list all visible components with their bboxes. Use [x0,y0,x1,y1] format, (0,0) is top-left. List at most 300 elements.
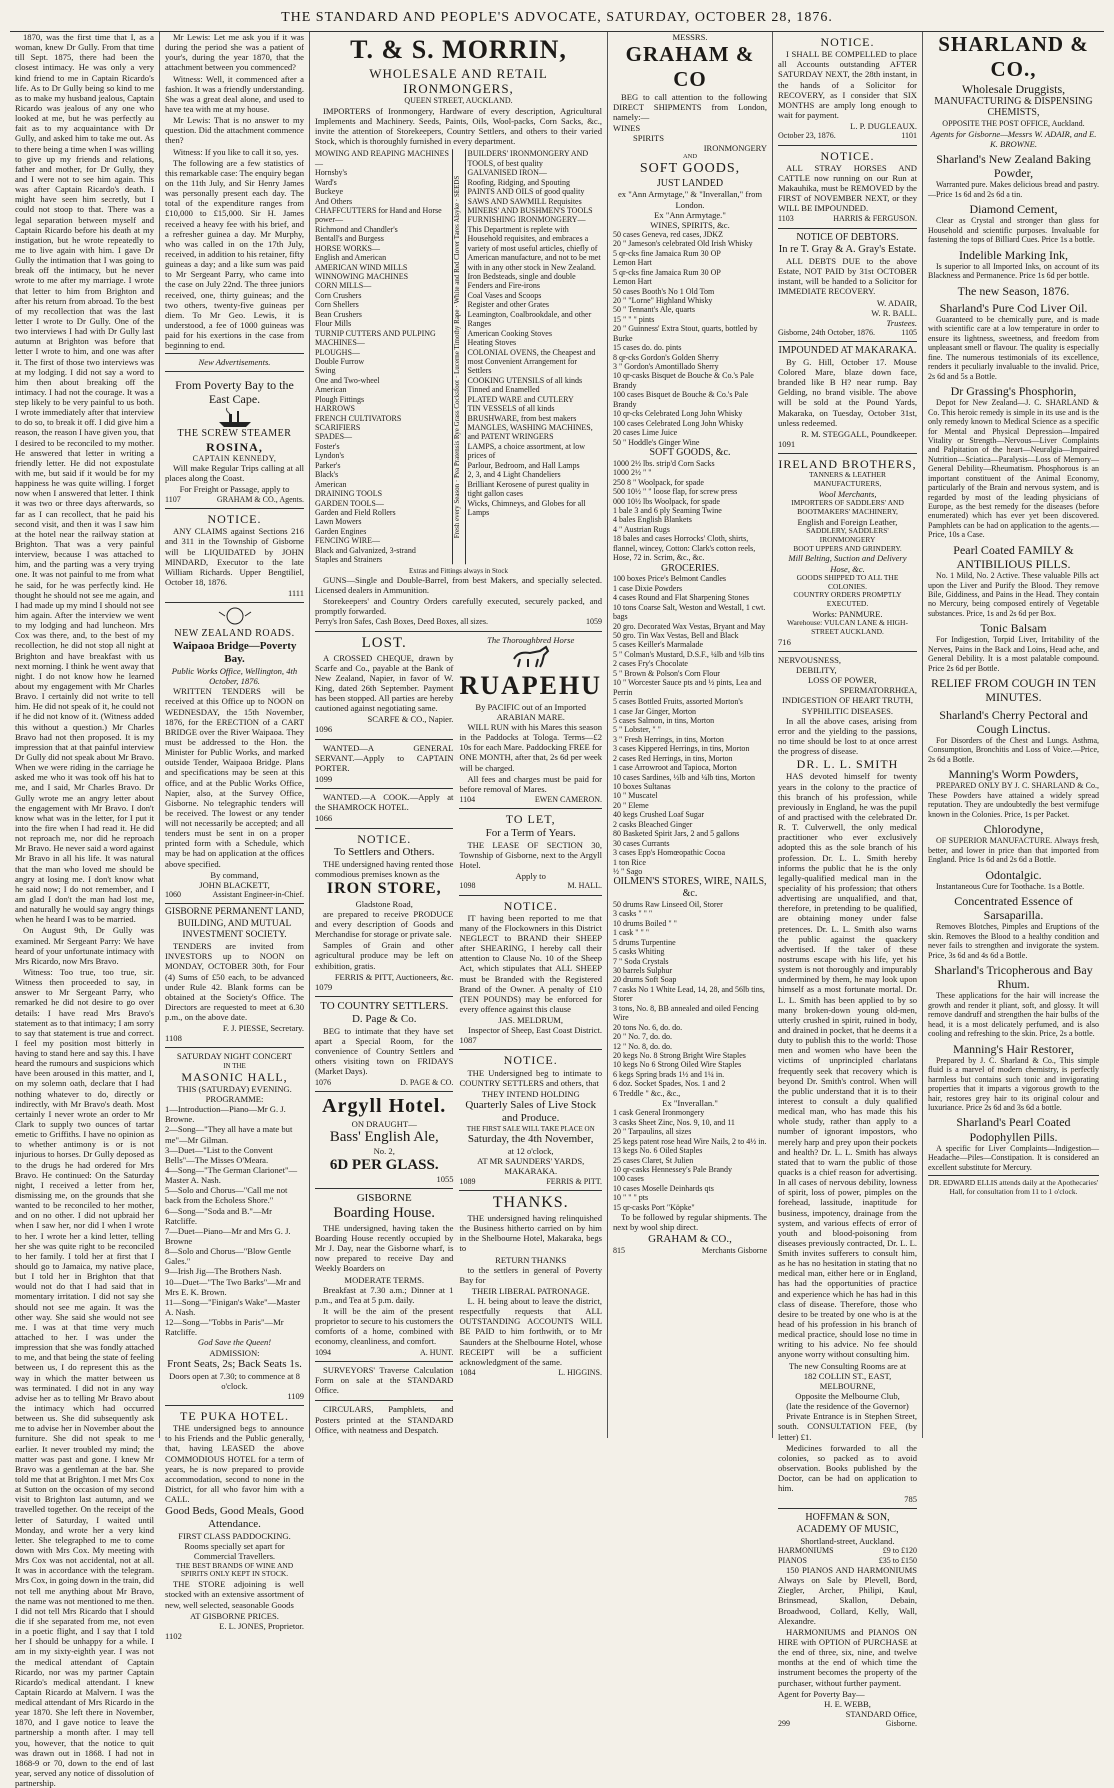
list-item: 3 cases Kippered Herrings, in tins, Morton [613,744,750,754]
list-item: SAWS AND SAWMILL Requisites [467,196,582,206]
list-item: Swing [315,366,336,376]
ad-body: Medicines forwarded to all the colonies, so packed as to avoid observation. Books published by the Doctor, can be had on application to him. [778,1442,917,1494]
ad-subheading: SOFT GOODS, &c. [649,446,731,458]
oilmen-list [613,900,767,1098]
ad-line: MANUFACTURING & DISPENSING CHEMISTS, [934,95,1093,119]
list-item: Ward's [315,177,337,187]
masthead: THE STANDARD AND PEOPLE'S ADVOCATE, SATURDAY, OCTOBER 28, 1876. [10,8,1104,32]
ad-line: Shortland-street, Auckland. [800,1536,895,1547]
product-name: Sharland's Tricopherous and Bay Rhum. [934,963,1093,992]
ad-number: 1099 [315,773,333,784]
ad-ireland-brothers [778,454,917,652]
list-item: 5 " Brown & Polson's Corn Flour [613,668,720,678]
list-item: 40 kegs Crushed Loaf Sugar [613,810,705,820]
programme-item: 2—Song—"They all have a mate but me"—Mr Gilman. [165,1124,293,1145]
ad-subheading: D. Page & Co. [351,1012,417,1025]
column-3 [310,32,608,1438]
list-item: 3 " Fresh Herrings, in tins, Morton [613,734,724,744]
ad-signature: SCARFE & CO., Napier. [367,714,454,725]
ad-number: 1084 [459,1368,476,1378]
ad-line: ROSINA, [206,439,263,454]
ad-body: A CROSSED CHEQUE, drawn by Scarfe and Co., payable at the Bank of New Zealand, Napier, in favor of W. King, dated 26th September. Payment has been stopped. All parties are hereby cautioned against negotiating same. [315,652,454,714]
list-item: 10 drums Boiled " " [613,918,677,928]
ad-number: 1059 [586,617,602,627]
inverallan-list [613,1108,767,1212]
ad-line: (late the residence of the Governor) [786,1401,909,1412]
ad-body: THE LEASE OF SECTION 30, Township of Gisborne, next to the Argyll Hotel. [459,839,602,870]
ad-body: ANY CLAIMS against Sections 216 and 311 in the Township of Gisborne will be LIQUIDATED by JOHN MINDARD, Executor to the late William Richards. Upper Bengtiliel, October 18, 1876. [165,526,304,587]
list-item: 1 cask General Ironmongery [613,1108,705,1118]
list-item: Parker's [315,460,341,470]
list-item: Register and other Grates [467,300,550,310]
product-name: Tonic Balsam [980,621,1047,636]
list-item: CHAFFCUTTERS for Hand and Horse power— [315,205,442,225]
ad-body: Storekeepers' and Country Orders carefully executed, securely packed, and promptly forwarded. [315,596,602,617]
list-item: PLOUGHS— [315,347,360,357]
list-item: 4 cases Round and Flat Sharpening Stones [613,593,749,603]
ad-line: GISBORNE [356,1192,412,1205]
list-item: 500 10½ " " loose flap, for screw press [613,487,738,497]
list-item: 10 tons Coarse Salt, Weston and Westall, 1 cwt. bags [613,602,766,622]
list-item: DRAINING TOOLS [315,489,383,499]
ad-number: 1076 [315,1077,331,1087]
list-item: SCARIFIERS [315,423,361,433]
list-item: 20 gro. Decorated Wax Vestas, Bryant and May [613,621,766,631]
list-item: Lemon Hart [613,277,652,287]
ad-line: AND [682,153,698,161]
product-description: For Indigestion, Torpid Liver, Irritability of the Nerves, Pains in the Back and Loins, Head ache, and General Debility. It is a most palatable compound. Price 2s 6d per Bottle. [928,635,1099,673]
ad-heading: NOTICE OF DEBTORS. [796,231,899,243]
ad-number: 1066 [315,813,333,824]
ad-heading: NEW ZEALAND ROADS. [174,628,295,640]
ad-body: By G. Hill, October 17. Mouse Colored Mare, blaze down face, branded like B H? near rump. Bay Gelding, no brand visible. The above will be sold at the Pound Yards, Makaraka, on Tuesday, October 31st, unless redeemed. [778,356,917,428]
ad-heading: NOTICE. [820,35,875,49]
programme-item: 9—Irish Jig—The Brothers Nash. [165,1266,282,1277]
ad-signature: FERRIS & PITT. [546,1176,602,1186]
ad-line: For Freight or Passage, apply to [179,484,290,495]
ad-heading: Boarding House. [333,1205,436,1222]
ad-line: English and Foreign Leather, [797,516,898,527]
article-paragraph: Witness: Well, it commenced after a fashion. It was a friendly understanding. She was a great deal alone, and used to have tea with me at my house. [165,73,304,114]
ad-body: Breakfast at 7.30 a.m.; Dinner at 1 p.m., and Tea at 5 p.m. daily. [315,1284,454,1305]
programme-item: 8—Solo and Chorus—"Blow Gentle Gales." [165,1246,291,1267]
ad-body: CIRCULARS, Pamphlets, and Posters printed at the STANDARD Office, with neatness and Despatch. [315,1404,454,1435]
list-item: MANGLES, WASHING MACHINES, and PATENT WRINGERS [467,423,593,442]
ad-number: 1109 [287,1390,304,1401]
list-item: 1000 2½ " " [613,468,652,478]
product-name: Concentrated Essence of Sarsaparilla. [954,894,1073,923]
ad-line: THE SCREW STEAMER [177,427,292,439]
list-item: 5 qr-cks fine Jamaica Rum 30 OP [613,267,721,277]
ad-body: HARMONIUMS and PIANOS ON HIRE with OPTION of PURCHASE at the end of three, six, nine, and twelve months at the end of which time the instrument becomes the property of the purchaser, without further payment. [778,1626,917,1688]
ad-line: MODERATE TERMS. [344,1274,425,1285]
crest-icon [165,606,304,628]
ad-line: MASONIC HALL, [181,1069,288,1084]
list-item: 20 kegs No. 8 Strong Bright Wire Staples [613,1050,746,1060]
list-item: Garden Engines [315,526,367,536]
ad-signature: EWEN CAMERON. [534,795,602,805]
ad-number: 1103 [778,214,794,224]
ad-line: Saturday, the 4th November, [467,1133,594,1146]
ad-body: WANTED—A GENERAL SERVANT.—Apply to CAPTAIN PORTER. [315,742,454,773]
ad-number: 1094 [315,1347,331,1357]
list-item: BRUSHWARE, from best makers [467,413,577,423]
ad-body: IMPORTERS of Ironmongery, Hardware of every description, Agricultural Implements and Machinery. Seeds, Paints, Oils, Wool-packs, Corn Sacks, &c., invite the attention of Storekeepers, Country Settlers, and others to their varied Stock, which is thoroughly furnished in every department. [315,105,602,147]
ad-line: Agents for Gisborne—Messrs W. ADAIR, and E. K. BROWNE. [930,128,1097,149]
article-paragraph: Mr Lewis: That is no answer to my question. Did the attachment commence then? [165,115,304,146]
groceries-list [613,574,767,876]
ad-body: All fees and charges must be paid for before removal of Mares. [459,773,602,794]
ad-signature: H. E. WEBB, [824,1698,871,1709]
ad-line: GOODS SHIPPED TO ALL THE COLONIES. [796,572,899,591]
list-item: 10 cases Moselle Deinhards qts [613,1183,714,1193]
ad-number: 1091 [778,438,796,449]
ad-line: INDIGESTION OF HEART TRUTH, [782,695,913,706]
ad-number: 1105 [901,327,917,337]
list-item: 4 bales English Blankets [613,515,692,525]
ad-line: WINES, SPIRITS, &c. [650,219,730,230]
list-item: ½ " Sago [613,866,643,876]
list-item: AMERICAN WIND MILLS [315,262,408,272]
column-5 [773,32,923,1729]
list-item: 10 qr-casks Bisquet de Bouche & Co.'s Pale Brandy [613,371,754,390]
list-item: TURNIP CUTTERS AND PULPING MACHINES— [315,328,436,348]
ad-body: I SHALL BE COMPELLED to place all Accounts outstanding AFTER SATURDAY NEXT, the 28th instant, in the hands of a Solicitor for RECOVERY, as I consider that SIX MONTHS are amply long enough to wait for payment. [778,49,917,120]
ad-subheading: OILMEN'S STORES, WIRE, NAILS, &c. [613,876,767,900]
list-item: Tinned and Enamelled [467,385,540,395]
list-item: 3 " Gordon's Amontillado Sherry [613,362,719,372]
ad-stray-horses [778,146,917,229]
list-item: 6 doz. Socket Spades, Nos. 1 and 2 [613,1079,726,1089]
product-name: The new Season, 1876. [957,283,1070,298]
article-paragraph: Witness: Too true, too true, sir. Witness then proceeded to say, in answer to Mr Sergeant Parry, who remarked he did not desire to go over details: I have read Mrs Bravo's statement as to that intimacy; I am sorry to say that statement is true and correct. I feel my position most bitterly in having to stand here and say this. I have heard the rumours and suspicions which have been aroused in this matter, and I, on my solemn oath, declare that I had nothing whatever to do, directly or indirectly, with Mr Bravo's death. Most certainly I never wrote an order to Mr Clark to supply two ounces of tartar emetic to Griffiths. I have no opinion as to whether antimony is or is not injurious to horses. Dr Gully deposed as to the drugs he had ordered for Mrs Bravo. He continued: On the Saturday night, I received a letter from her, dismissing me, on the grounds that she wanted to be reconciled to her mother, and on no other. I did not upbraid her when I saw her, nor did I when I wrote to her. I wrote her a kind letter, telling her she was quite right to be reconciled to her family. I told her at first that I should go to Jamaica, my native place, but I told her in Brighton that that would not do that I had said that in momentary irritation. I did not say she should not see me again. It was the other way. She said she would not see me. I was at that time very much attached to her. I was under the impression that she was fondly attached to me, and that being the state of feeling between us, I do represent this as the way in which the matter between us was terminated. I did not in any way advise her as to telling Mr Bravo about the intimacy which had occurred between us. She did subsequently ask me to advise her in November about the furniture. She did not speak to me earlier. It never troubled my mind; the matter was past and gone. I knew Mr Bravo was a gentleman at the bar. She told me that at Brighton. I met Mrs Cox at Sutton on the occasion of my second visit to Brighton last autumn, and we travelled together. On the receipt of the letter of Saturday, I waited until Monday, and wrote her a very kind letter. She telegraphed to me to come down with Mrs Cox. My meeting with Mrs Cox was not accidental, not at all. It was in accordance with the telegram. Mrs Cox, in going down in the train, did not tell me anything about Mr Bravo, the name was not mentioned to me then. I did not tell Mrs Ricardo that I should die if she separated from me, not even in a poetic flight, and I say that I told her I should be unhappy for a while. I am in my sixty-eighth year. I was not the medical attendant of Captain Ricardo, nor was my partner Captain Ricardo's medical attendant. I knew Captain Ricardo at Malvern. I was the medical attendant of Mrs Ricardo in the year 1870. She left there in November, 1870, and I gave notice to leave the partnership a month after. I may tell you, however, that the notice to quit was drawn out in 1868. I had not in 1868-9 or 70, down to the end of last year, served any notice of dissolution of partnership. [15,966,154,1788]
list-item: 20 cases Lime Juice [613,428,678,438]
ad-heading: IRELAND BROTHERS, [778,457,917,472]
list-item: Richmond and Chandler's [315,224,398,234]
ad-body: THE undersigned having relinquished the Business hitherto carried on by him in the Shelbourne Hotel, Makaraka, begs to [459,1212,602,1254]
ad-body: THE undersigned, having taken the Boarding House recently occupied by Mr J. Day, near the Gisborne wharf, is now prepared to receive Day and Weekly Boarders on [315,1222,454,1274]
ad-heading: From Poverty Bay to the East Cape. [175,377,294,406]
product-name: Sharland's New Zealand Baking Powder, [936,152,1091,181]
list-item: 25 cases Claret, St Julien [613,1155,694,1165]
programme-item: 7—Duet—Piano—Mr and Mrs G. J. Browne [165,1225,291,1247]
product-name: Dr Grassing's Phosphorin, [950,384,1077,399]
ad-number: 1102 [165,1630,182,1641]
ad-nz-roads [165,603,304,904]
ad-signature: R. M. STEGGALL, Poundkeeper. [801,428,917,439]
ad-line: By command, [210,869,259,880]
ad-line: The new Consulting Rooms are at [788,1360,907,1371]
ad-body: TENDERS are invited from INVESTORS up to NOON on MONDAY, OCTOBER 30th, for Four (4) Sums of £50 each, to be advanced under Rule 42. Blank forms can be obtained at the Society's Office. The Directors are requested to meet at 6.30 p.m., on the above date. [165,941,304,1023]
ad-hoffman [778,1509,917,1732]
list-item: 20 " Guinness' Extra Stout, quarts, bottled by Burke [613,324,758,343]
ad-line: The Thoroughbred Horse [487,634,575,645]
ad-line: THEIR LIBERAL PATRONAGE. [471,1285,590,1296]
ad-line: Rooms specially set apart for Commercial Travellers. [184,1541,285,1562]
ad-body: SURVEYORS' Traverse Calculation Form on sale at the STANDARD Office. [315,1365,454,1396]
ad-morrin [315,32,602,632]
ad-line: Apply to [515,871,546,882]
list-item: 1000 2½ lbs. strip'd Corn Sacks [613,458,715,468]
programme-item: 10—Duet—"The Two Barks"—Mr and Mrs E. K. Brown. [165,1276,301,1297]
ad-body: WRITTEN TENDERS will be received at this Office up to NOON on WEDNESDAY, the 15th November, 1876, for the ERECTION of a CART BRIDGE over the River Waipaoa. They must be addressed to the Hon. the Minister for Public Works, and marked outside Tender, Waipaoa Bridge. Plans and specifications may be seen at this office, and at the Public Works Office, Napier, also, at the Survey Office, Gisborne. No telegraphic tenders will be received. The lowest or any tender will not necessarily be accepted; and all tenders must be sent in on a proper printed form with a Schedule, which may be had on application at the offices above specified. [165,686,304,869]
list-item: 30 barrels Sulphur [613,966,673,976]
ad-subheading: Wholesale Druggists, [961,81,1066,96]
product-description: A specific for Liver Complaints—Indigestion—Headache—Piles—Constipation. It is considered an excellent substitute for Mercury. [928,1143,1099,1172]
ad-line: IRONMONGERY [703,143,767,154]
list-item: 3 cases Epp's Homœopathic Cocoa [613,848,726,858]
ad-signature: W. ADAIR, [876,297,917,308]
list-item: 5 cases Salmon, in tins, Morton [613,715,715,725]
list-item: GARDEN TOOLS— [315,498,384,508]
column-1 [10,32,160,1788]
ad-body: HAS devoted himself for twenty years in the colony to the practice of this branch of his profession, while previously in England, he was the pupil of and practised with the celebrated Dr. R. T. Culverwell, the only medical practitioner who ever exclusively adopted this as the sole branch of his profession. Dr. L. L. Smith hereby informs the public that he is the only legally-qualified medical man in the speciality of his profession; that others advertising are unqualified, and that, therefore, in pretending to be qualified, are obtaining money under false pretences. Dr. L. L. Smith also warns the public against the quackery advertised. If the taker of these nostrums escape with his life, yet his system is not thoroughly and impurably undermined by them, he may look upon himself as a most fortunate mortal. Dr. L. L. Smith has been applied to by so many broken-down young old-men, utterly crushed in spirit, ruined in body, and drained in pocket, that he deems it a duty to publish this to the world: Those men and women who have been the victims of unprincipled charlatans frequently seek that recovery which is beyond Dr. Smith's control. When will the public understand that it is to their interest to consult a duly qualified medical man, who has made this his whole study, rather than apply to a number of ignorant impostors, who merely harp and prey upon their pockets and health? Dr. L. L. Smith has always stated that to warn the public of those quacks is a chief reason for advertising. In all cases of nervous debility, lowness of spirit, loss of power, pimples on the forehead, lassitude, inaptitude for business, impotency, drainage from the system, and various effects of error of youth and blood-poisoning from diseases previously contracted, Dr. L. L. Smith invites sufferers to consult him, as he has no hesitation in stating that no medical man, either here or in England, has had the opportunities of practice and experience which he has had in this class of disease. Therefore, those who desire to be treated by one who is at the head of his profession in his branch of medical practice, should lose no time in writing to his advice. No fee should anyone worry without consulting him. [778,771,917,1360]
ad-line: Perry's Iron Safes, Cash Boxes, Deed Boxes, all sizes. [315,617,488,627]
list-item: 000 10½ lbs Woolpack, for spade [613,496,720,506]
list-item: 100 cases [613,1174,644,1184]
ad-line: Ex "Ann Armytage." [654,209,726,220]
ad-body: WILL RUN with his Mares this season in the Paddocks at Tologa. Terms—£2 10s for each Mare. Paddocking FREE for ONE MONTH, after that, 2s 6d per week will be charged. [459,722,602,773]
ad-heading: TO COUNTRY SETTLERS. [320,999,449,1012]
product-name: Manning's Hair Restorer, [953,1041,1074,1056]
ad-line: Agent for Poverty Bay— [778,1688,865,1699]
columns [10,32,1104,1788]
ad-heading: RUAPEHU [459,671,602,701]
ad-number: 785 [904,1494,917,1505]
ad-line: THE FIRST SALE WILL TAKE PLACE ON [466,1124,595,1133]
column-2 [160,32,310,1641]
ad-line: IN THE [223,1061,246,1070]
ad-line: TANNERS & LEATHER MANUFACTURERS, [809,470,886,489]
sharland-products [928,152,1099,1172]
list-item: Brilliant Kerosene of purest quality in tight gallon cases [467,479,590,499]
article-paragraph: 1870, was the first time that I, as a woman, knew Dr Gully. From that time till Sept. 1875, there had been the closest intimacy. He was only a very kind friend to me in Captain Ricardo's life. As to Dr Gully being so kind to me as to make my husband jealous, Captain Ricardo was jealous of any one who looked at me, but he was perfectly au fait as to my acquaintance with Dr Gully, and asked him to take me out. As to there being a time when I was willing to give up my friends and relations, father and mother, for Dr Gully, they and I were not to see him again. This was after Captain Ricardo's death. I might have seen him secretly, but I could not stoop to that. There was a legal separation between myself and Captain Ricardo before his death at my instigation, but he wrote repeatedly to me to live again with him. I gave Dr Gully the intimation that I was going to break off the intimacy, but he never wrote to me after my marriage. I wrote that letter to him from Brighton and after his return from abroad. To the best of my recollection that was the last letter I wrote to Dr Gully. One of the two interviews I had with Dr Gully last autumn at Brighton was before that letter I wrote to him, and one was after it. The first of those two interviews was at my lodging. I did not say a word to him then about breaking off the intimacy. I had not the courage. It was a step likely to be very painful to us both. I wrote immediately after that interview to do so, to break it off. I did give him a reason, the reason I have given you, that I desired to be reconciled to my mother. He answered that letter in writing a friendly letter. He did not expostulate with me, but said if it would be for my happiness he was quite willing. I forget now when I answered that letter. I think it was two or three days afterwards, so far as I can recollect, that he paid his second visit, and then it was I saw him at the hotel near the railway station at Brighton. That was a very painful interview, because I was attached to him, and the parting was a very trying one. It was not painful to me from what he said, for he was perfectly kind. He thought he should not see me again, and I had made up my mind I should not see him again. After the interview we went to my lodging and had luncheon. Mrs Cox was there, and, to the best of my recollection, he did not stop all night at Brighton and have breakfast with us next morning. I think he went away that night. I do not know how he learned about my engagement with Mr Charles Bravo. I certainly did not write to tell him. He did not speak of it, he could not if he did not know of it. (Witness added this without a question.) Mr Charles Bravo had not then proposed. It is my impression that at that painful interview Dr Gully did not speak about Mr Bravo. When we were riding in the carriage he asked me who it was took off his hat to me, and I said, Mr Charles Bravo. Dr Gully wrote me an angry letter about the engagement with Mr Bravo. I don't know what was in the letter, for I put it into the fire when I had read it. He did not reproach me, nor did he reproach Mr Bravo. He never said a word against Mr Bravo in all his life. It was natural that the man who loved me should be angry at losing me. I don't know what he said now; I do not remember, and I am glad I don't the man had lost me, and naturally he would say angry things when he heard I was to be married. [15,32,154,925]
list-item: 5 " Colman's Mustard, D.S.F., ¼lb and ½lb tins [613,649,765,659]
ad-subheading: WHOLESALE AND RETAIL IRONMONGERS, [369,65,548,96]
ad-debtors [778,229,917,342]
product-description: Clear as Crystal and stronger than glass for Household and scientific purposes. Invaluable for fastening the tops of Billiard Cues. Price 1s a bottle. [928,216,1099,245]
list-item: FRENCH CULTIVATORS [315,413,402,423]
list-item: 2 cases Fry's Chocolate [613,659,688,669]
programme-item: 4—Song—"The German Clarionet"—Master A. Nash. [165,1165,298,1186]
ad-line: ex "Ann Armytage," & "Inverallan," from London. [617,189,763,210]
list-item: Coal Vases and Scoops [467,290,542,300]
list-item: 10 kegs No 6 Strong Oiled Wire Staples [613,1060,742,1070]
ad-line: SADDLERY, SADDLERS' IRONMONGERY [806,525,889,544]
ad-heading: SATURDAY NIGHT CONCERT [176,1051,293,1062]
list-item: 3 tons, No. 8, BB annealed and oiled Fencing Wire [613,1003,759,1023]
ad-line: AT MR SAUNDERS' YARDS, MAKARAKA. [477,1156,585,1177]
ad-signature: W. R. BALL. [871,307,917,318]
product-description: OF SUPERIOR MANUFACTURE. Always fresh, better, and lower in price than that imported from England. Price 1s 6d and 2s 6d a Bottle. [928,836,1099,865]
product-name: Indelible Marking Ink, [959,247,1068,262]
list-item: 1 cask " " " [613,928,650,938]
list-item: 20 " "Lorne" Highland Whisky [613,295,713,305]
list-item: 2, 3, and 4 Light Chandeliers [467,470,561,480]
list-item: 5 qr-cks fine Jamaica Rum 30 OP [613,248,721,258]
list-item: 80 Basketed Spirit Jars, 2 and 5 gallons [613,829,740,839]
ad-to-let [459,809,602,895]
product-description: Removes Blotches, Pimples and Eruptions of the skin. Removes the Blood to a healthy condition and never fails to strengthen and invigorate the system. Price, 3s 6d and 4s 6d a Bottle. [928,922,1099,960]
product-description: Guaranteed to be chemically pure, and is made with scientific care at a low temperature in order to ensure its lightness, sweetness, and freedom from unpleasant smell or flavour. The quality is especially fine. The numerous testimonials of its excellence, renders it peculiarly invaluable to the invalid. Price, 2s 6d and 5s a Bottle. [928,315,1099,381]
list-item: PAINTS AND OILS of good quality [467,187,585,197]
list-item: 100 cases Bisquet de Bouche & Co.'s Pale Brandy [613,390,749,409]
list-item: 5 cases Keiller's Marmalade [613,640,704,650]
ad-line: SOFT GOODS, [639,161,741,177]
ad-thanks [459,1191,602,1381]
ad-line: NERVOUSNESS, [778,655,842,666]
ad-impounded [778,342,917,454]
list-item: Wicks, Chimneys, and Globes for all Lamps [467,498,586,517]
list-item: 250 8 " Woolpack, for spade [613,477,704,487]
ad-signature: FERRIS & PITT, Auctioneers, &c. [334,971,454,982]
ad-body: ALL STRAY HORSES AND CATTLE now running on our Run at Makauhika, must be REMOVED by the FIRST of NOVEMBER NEXT, or they WILL BE IMPOUNDED. [778,162,917,214]
list-item: 20 " Tarpaulins, all sizes [613,1127,692,1137]
list-item: HARROWS [315,404,356,414]
ad-line: October 23, 1876. [778,131,836,141]
ad-gisborne-building-society [165,904,304,1048]
ad-iron-store [315,829,453,997]
list-item: Double Furrow [315,356,365,366]
ad-signature: L. P. DUGLEAUX. [850,121,917,132]
ad-line: JUST LANDED [656,177,724,189]
programme-item: 1—Introduction—Piano—Mr G. J. Browne. [165,1104,286,1125]
list-item: 5 cases Bottled Fruits, assorted Morton's [613,697,743,707]
list-item: Lawn Mowers [315,517,362,527]
ad-line: THEY INTEND HOLDING [481,1088,580,1099]
ad-heading: SHARLAND & CO., [938,32,1089,81]
product-description: Is superior to all Imported Inks, on account of its Blackness and Permanence. Price 1s 6d per bottle. [928,261,1099,281]
ad-subheading: Ex "Inverallan." [662,1098,718,1109]
list-item: Roofing, Ridging, and Spouting [467,177,570,187]
list-item: 50 " Tennant's Ale, quarts [613,305,695,315]
ad-wanted-cook [315,789,453,828]
ad-line: LOSS OF POWER, [808,675,877,686]
list-item: Fenders and Fire-irons [467,281,540,291]
list-item: Garden and Field Rollers [315,507,396,517]
ad-circulars [315,1401,453,1439]
ad-line: FIRST CLASS PADDOCKING. [178,1531,291,1542]
ad-line: Doors open at 7.30; to commence at 8 o'clock. [169,1370,300,1391]
side-label: Fresh every Season · Pea Pratensis Rye Grass Cocksfoot · Lucerne Timothy Rape · White and Red Clover Tares Alsyke · SEEDS [452,149,466,564]
list-item: GALVANISED IRON— [467,168,547,178]
ad-heading: TE PUKA HOTEL. [180,1408,289,1423]
ad-heading: NOTICE. [503,898,558,913]
ad-body: GUNS—Single and Double-Barrel, from best Makers, and specially selected. Licensed dealers in Ammunition. [315,574,602,595]
ad-number: 1060 [165,890,181,900]
list-item: This Department is replete with Household requisites, and embraces a variety of most useful articles, chiefly of American manufacture, and not to be met with in any other stock in New Zealand. [467,224,601,272]
ad-line: SPIRITS [633,133,665,144]
wine-list [613,230,767,447]
list-item: Lemon Hart [613,258,652,268]
list-item: English and American [315,253,387,263]
ad-line: Good Beds, Good Meals, Good Attendance. [165,1505,304,1531]
ad-argyll-hotel [315,1092,453,1189]
list-item: MINERS' AND BUSHMEN'S TOOLS [467,205,593,215]
ad-heading: NOTICE. [503,1053,558,1068]
list-item: 7 " Soda Crystals [613,956,669,966]
ad-number: 716 [778,636,791,647]
list-item: 20 " Eleme [613,800,649,810]
list-item: 10 " Muscatel [613,791,658,801]
list-item: 12 " No. 8, do. do. [613,1041,673,1051]
list-item: Corn Shellers [315,300,359,310]
ad-heading: GRAHAM & CO [625,42,755,91]
product-name: Manning's Worm Powders, [948,767,1079,782]
ad-body: Will make Regular Trips calling at all places along the Coast. [165,463,304,484]
soft-goods-list [613,459,767,563]
ad-signature: JOHN BLACKETT, [199,879,270,890]
programme-item: 12—Song—"Tobbs in Paris"—Mr Ratcliffe. [165,1317,284,1338]
ad-subheading: GROCERIES. [660,562,720,574]
product-name: Sharland's Cherry Pectoral and Cough Linctus. [939,707,1088,736]
stock-list-left [315,149,450,564]
list-item: FENCING WIRE— [315,536,380,546]
list-item: HORSE WORKS— [315,243,380,253]
list-item: 10 qr-casks Hennessey's Pale Brandy [613,1164,733,1174]
ad-signature: HARRIS & FERGUSON. [833,214,917,224]
list-item: 1 ton Rice [613,857,646,867]
ad-heading: NOTICE. [207,512,262,527]
ad-line: Inspector of Sheep, East Coast District. [468,1025,602,1036]
ad-line: Gisborne. [885,1719,917,1729]
list-item: 5 " Lobster, " " [613,725,661,735]
ad-line: Trustees. [886,317,917,328]
ad-line: Works: PANMURE. [812,609,883,620]
list-item: Hornsby's [315,168,348,178]
list-item: Leamington, Coalbrookdale, and other Ranges [467,309,592,329]
list-item: 10 qr-cks Celebrated Long John Whisky [613,409,743,419]
ad-number: 1104 [459,795,476,805]
product-description: Prepared by J. C. Sharland & Co., This simple fluid is a marvel of modern chemistry, is perfectly harmless but contains such tonic and invigorating properties that it imparts a vigorous growth to the hair, restores grey hair to its original colour and luxuriance. Price 2s 6d and 3s 6d a bottle. [928,1055,1099,1112]
ad-line: Bass' English Ale, [329,1128,439,1145]
list-item: Iron Bedsteads, single and double [467,272,576,282]
list-item: PLATED WARE and CUTLERY [467,394,574,404]
ad-line: 6D PER GLASS. [329,1156,439,1173]
list-item: 5 casks Whiting [613,947,665,957]
ad-body: BEG to call attention to the following DIRECT SHIPMENTS from London, namely:— [613,91,767,122]
price-label: HARMONIUMS [778,1546,834,1556]
ad-signature: D. PAGE & CO. [400,1077,454,1087]
ad-dugleaux-notice [778,32,917,146]
list-item: One and Two-wheel [315,375,380,385]
ad-line: By PACIFIC out of an Imported ARABIAN MARE. [475,701,587,722]
ad-number: 1055 [436,1174,454,1185]
article-paragraph: Mr Lewis: Let me ask you if it was during the period she was a patient of your's, during the year 1870, that the attachment between you commenced? [165,32,304,73]
ad-line: God Save the Queen! [197,1337,272,1348]
ad-line: Extras and Fittings always in Stock [409,566,508,575]
list-item: 1 bale 3 and 6 ply Seaming Twine [613,505,722,515]
list-item: 50 " Hoddle's Ginger Wine [613,437,700,447]
product-description: These applications for the hair will increase the growth and render it pliant, soft, and glossy. It will remove dandruff and strengthen the hair bulbs of the head, it is a most delicately perfumed, and is also cooling and refreshing to the skin. Price, 2s a bottle. [928,991,1099,1039]
ad-claims-notice [165,509,304,603]
ad-line: 182 COLLIN ST., EAST, MELBOURNE, [803,1370,892,1391]
ad-body: WANTED.—A COOK.—Apply at the SHAMROCK HOTEL. [315,792,454,813]
ad-line: Assistant Engineer-in-Chief. [212,890,304,900]
ad-signature: F. J. PIESSE, Secretary. [222,1023,304,1034]
ad-ruapehu [459,632,602,810]
ad-line: No. 2, [373,1146,395,1157]
ad-body: THE STORE adjoining is well stocked with an extensive assortment of new, well selected, seasonable Goods [165,1579,304,1610]
list-item: 2 cases Red Herrings, in tins, Morton [613,753,733,763]
ad-body: Private Entrance is in Stephen Street, south. CONSULTATION FEE, (by letter) £1. [778,1411,917,1442]
list-item: BUILDERS' IRONMONGERY AND TOOLS, of best quality [467,149,589,168]
list-item: COLONIAL OVENS, the Cheapest and most Convenient Arrangement for Settlers [467,347,596,376]
ad-signature: GRAHAM & CO., Agents. [216,494,304,504]
ad-sheep-notice [459,896,602,1051]
ad-concert [165,1048,304,1406]
ad-line: THE BEST BRANDS OF WINE AND SPIRITS ONLY KEPT IN STOCK. [175,1560,294,1579]
